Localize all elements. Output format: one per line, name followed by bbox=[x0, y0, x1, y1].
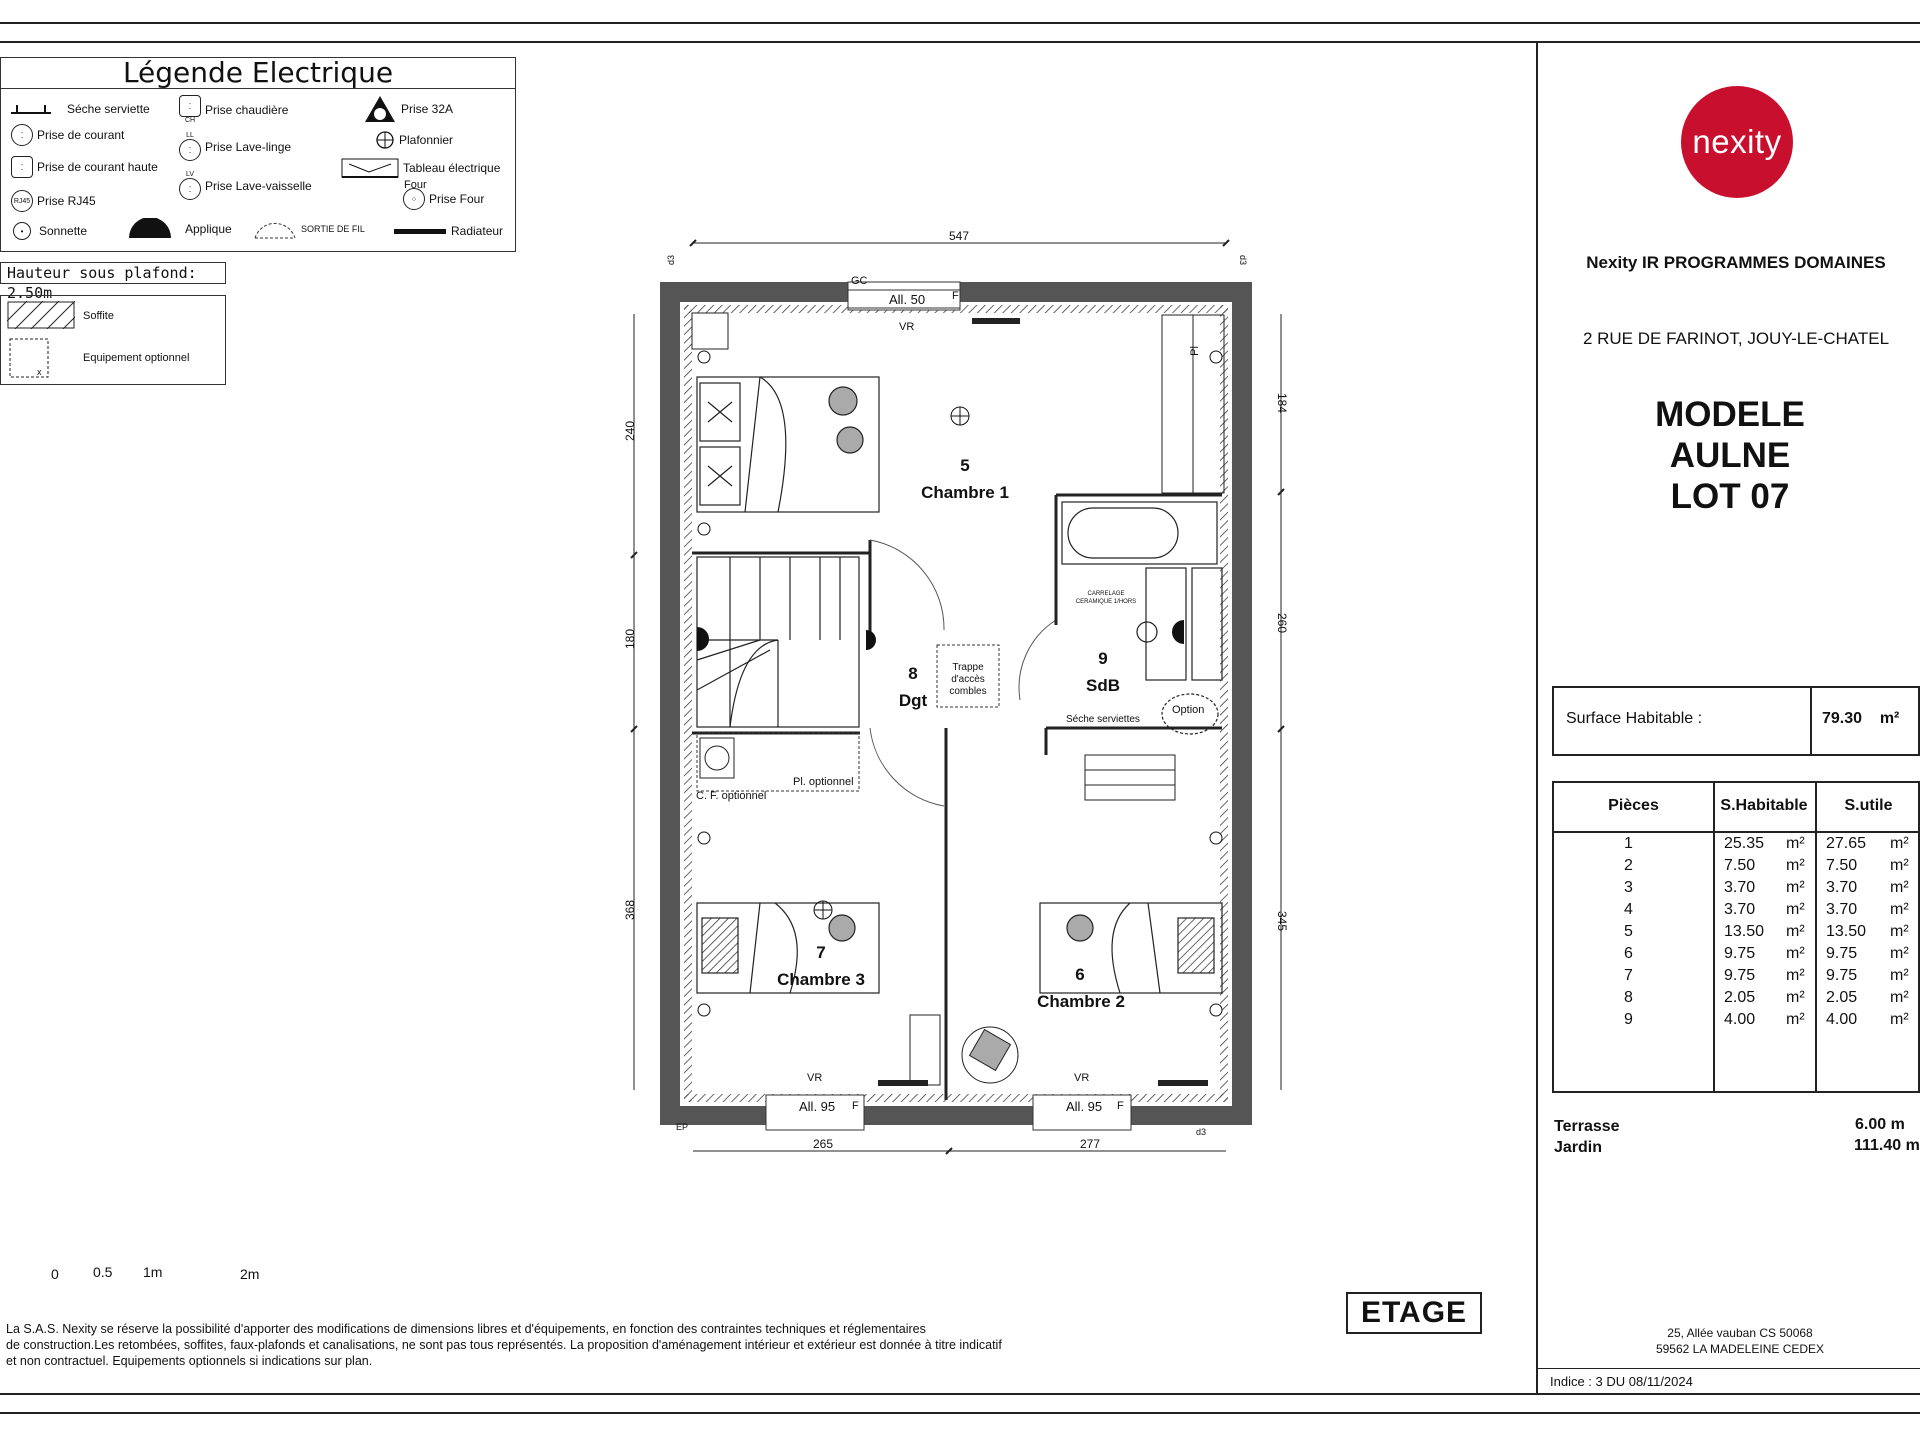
dim-left-lower: 368 bbox=[623, 899, 638, 921]
room-name-sdb: SdB bbox=[1086, 676, 1120, 695]
header-utile: S.utile bbox=[1844, 797, 1893, 814]
label-trappe: Trappe d'accès combles bbox=[949, 662, 987, 697]
table-row bbox=[1554, 879, 1918, 901]
habitable-cell: 9.75 bbox=[1724, 945, 1756, 962]
legend-label: Prise RJ45 bbox=[37, 194, 96, 208]
habitable-cell: 3.70 bbox=[1724, 901, 1756, 918]
label-all-bottom-left: All. 95 bbox=[799, 1099, 836, 1114]
unit-cell: m² bbox=[1890, 967, 1909, 984]
room-number-7: 7 bbox=[816, 943, 826, 962]
utile-cell: 4.00 bbox=[1826, 1011, 1858, 1028]
piece-cell: 2 bbox=[1624, 857, 1633, 874]
legend-label: Tableau électrique bbox=[403, 161, 501, 175]
piece-cell: 8 bbox=[1624, 989, 1633, 1006]
label-option: Option bbox=[1172, 704, 1205, 716]
label-vr-bottom-left: VR bbox=[807, 1072, 823, 1084]
utile-cell: 3.70 bbox=[1826, 879, 1858, 896]
label-d3-tl: d3 bbox=[666, 254, 677, 266]
dim-right-upper: 184 bbox=[1275, 392, 1290, 414]
floor-level-label: ETAGE bbox=[1346, 1292, 1482, 1334]
frame-bottom-line bbox=[0, 1393, 1920, 1395]
radiator-top bbox=[972, 318, 1020, 324]
legend-title: Légende Electrique bbox=[1, 58, 515, 89]
habitable-cell: 13.50 bbox=[1724, 923, 1765, 940]
legend-four-symbol: Four bbox=[404, 179, 427, 191]
table-row bbox=[1554, 967, 1918, 989]
revision-index: Indice : 3 DU 08/11/2024 bbox=[1550, 1374, 1693, 1389]
rj45-icon: RJ45 bbox=[11, 190, 33, 212]
habitable-cell: 7.50 bbox=[1724, 857, 1756, 874]
legend-label: Prise 32A bbox=[401, 102, 454, 116]
unit-cell: m² bbox=[1890, 945, 1909, 962]
unit-cell: m² bbox=[1890, 923, 1909, 940]
surface-habitable-box bbox=[1552, 686, 1920, 756]
piece-cell: 3 bbox=[1624, 879, 1633, 896]
room-name-chambre-3: Chambre 3 bbox=[777, 970, 865, 989]
label-gc: GC bbox=[851, 275, 868, 287]
scale-label-05: 0.5 bbox=[93, 1264, 113, 1280]
label-d3-tr: d3 bbox=[1238, 254, 1249, 266]
legend-label: Prise de courant bbox=[37, 128, 125, 142]
unit-cell: m² bbox=[1786, 857, 1805, 874]
nexity-logo: nexity bbox=[1681, 86, 1793, 198]
address-line: 25, Allée vauban CS 50068 bbox=[1667, 1326, 1813, 1340]
table-row bbox=[1554, 1011, 1918, 1033]
dim-left-upper: 240 bbox=[623, 420, 638, 442]
surface-separator bbox=[1810, 688, 1812, 754]
label-f-bottom-left: F bbox=[852, 1100, 859, 1112]
label-f-top: F bbox=[952, 290, 959, 302]
legend-label: Prise Lave-linge bbox=[205, 139, 292, 154]
piece-cell: 7 bbox=[1624, 967, 1633, 984]
disclaimer-line: La S.A.S. Nexity se réserve la possibilité d'apporter des modifications de dimensions libres et d'équipements, en fonction des contraintes techniques et réglementaires bbox=[6, 1322, 926, 1336]
model-label: MODELE bbox=[1655, 395, 1805, 434]
label-pl: Pl bbox=[1188, 346, 1201, 356]
piece-cell: 6 bbox=[1624, 945, 1633, 962]
unit-cell: m² bbox=[1786, 1011, 1805, 1028]
legend-label: Prise chaudière bbox=[205, 102, 289, 117]
room-number-5: 5 bbox=[960, 456, 970, 475]
utile-cell: 13.50 bbox=[1826, 923, 1867, 940]
habitable-cell: 9.75 bbox=[1724, 967, 1756, 984]
scale-label-0: 0 bbox=[51, 1266, 59, 1282]
legend-label: Sonnette bbox=[39, 224, 88, 238]
habitable-cell: 4.00 bbox=[1724, 1011, 1756, 1028]
legend-label: Séche serviette bbox=[67, 102, 150, 116]
lot-number: LOT 07 bbox=[1670, 477, 1790, 516]
table-row bbox=[1554, 901, 1918, 923]
outlet-icon: ⁚ bbox=[11, 124, 33, 146]
legend-label: SORTIE DE FIL bbox=[301, 224, 365, 234]
dim-bottom-left: 265 bbox=[813, 1137, 834, 1151]
room-number-6: 6 bbox=[1075, 965, 1085, 984]
label-ep: EP bbox=[676, 1122, 689, 1132]
legend-label: Radiateur bbox=[451, 224, 504, 238]
dim-top-width: 547 bbox=[949, 229, 970, 243]
unit-cell: m² bbox=[1786, 901, 1805, 918]
radiator-bottom-right bbox=[1158, 1080, 1208, 1086]
utile-cell: 2.05 bbox=[1826, 989, 1858, 1006]
label-d3-br: d3 bbox=[1196, 1127, 1207, 1137]
unit-cell: m² bbox=[1786, 923, 1805, 940]
header-sep bbox=[1554, 831, 1918, 833]
legend-label: Prise Lave-vaisselle bbox=[205, 178, 312, 193]
label-all-bottom-right: All. 95 bbox=[1066, 1099, 1103, 1114]
header-pieces: Pièces bbox=[1608, 797, 1659, 814]
unit-cell: m² bbox=[1890, 989, 1909, 1006]
table-row bbox=[1554, 989, 1918, 1011]
model-name: AULNE bbox=[1669, 436, 1791, 475]
rooms-table bbox=[1552, 781, 1920, 1093]
utile-cell: 9.75 bbox=[1826, 945, 1858, 962]
label-vr-bottom-right: VR bbox=[1074, 1072, 1090, 1084]
label-vr-top: VR bbox=[899, 321, 915, 333]
table-row bbox=[1554, 923, 1918, 945]
header-habitable: S.Habitable bbox=[1720, 797, 1808, 814]
utile-cell: 9.75 bbox=[1826, 967, 1858, 984]
legend-label: Prise de courant haute bbox=[37, 160, 158, 174]
jardin-value: 111.40 m bbox=[1854, 1137, 1920, 1154]
table-row bbox=[1554, 835, 1918, 857]
washer-outlet-icon: LL ⁚ bbox=[179, 132, 201, 161]
surface-label: Surface Habitable : bbox=[1566, 710, 1703, 727]
room-name-dgt: Dgt bbox=[898, 691, 928, 710]
room-number-8: 8 bbox=[908, 664, 918, 683]
table-row bbox=[1554, 857, 1918, 879]
habitable-cell: 25.35 bbox=[1724, 835, 1765, 852]
room-number-9: 9 bbox=[1098, 649, 1108, 668]
habitable-cell: 2.05 bbox=[1724, 989, 1756, 1006]
legend-label: Plafonnier bbox=[399, 133, 454, 147]
label-seche-serviettes: Séche serviettes bbox=[1066, 714, 1140, 725]
unit-cell: m² bbox=[1786, 945, 1805, 962]
disclaimer-line: et non contractuel. Equipements optionnels si indications sur plan. bbox=[6, 1354, 373, 1368]
label-carrelage: CARRELAGE CERAMIQUE 1/HORS bbox=[1075, 591, 1137, 605]
terrasse-value: 6.00 m bbox=[1855, 1116, 1905, 1133]
table-row bbox=[1554, 945, 1918, 967]
doorbell-icon: • bbox=[13, 222, 31, 240]
frame-bottom-line-2 bbox=[0, 1412, 1920, 1414]
address-line: 59562 LA MADELEINE CEDEX bbox=[1655, 1342, 1825, 1356]
scale-label-1m: 1m bbox=[143, 1264, 163, 1280]
unit-cell: m² bbox=[1890, 1011, 1909, 1028]
dishwasher-outlet-icon: LV ⁚ bbox=[179, 171, 201, 200]
piece-cell: 5 bbox=[1624, 923, 1633, 940]
unit-cell: m² bbox=[1890, 857, 1909, 874]
oven-outlet-icon: ⁘ bbox=[403, 188, 425, 210]
label-cf-optionnel: C. F. optionnel bbox=[696, 790, 767, 802]
room-name-chambre-1: Chambre 1 bbox=[921, 483, 1009, 502]
title-block-divider bbox=[1536, 41, 1538, 1393]
project-address: 2 RUE DE FARINOT, JOUY-LE-CHATEL bbox=[1582, 329, 1890, 348]
unit-cell: m² bbox=[1890, 901, 1909, 918]
utile-cell: 27.65 bbox=[1826, 835, 1867, 852]
dim-right-mid: 260 bbox=[1275, 612, 1290, 634]
optional-x-mark: x bbox=[37, 367, 42, 377]
optional-equipment-label: Equipement optionnel bbox=[83, 352, 190, 364]
dim-right-lower: 345 bbox=[1275, 910, 1290, 932]
piece-cell: 9 bbox=[1624, 1011, 1633, 1028]
unit-cell: m² bbox=[1786, 835, 1805, 852]
ceiling-height: Hauteur sous plafond: 2.50m bbox=[0, 262, 226, 284]
label-f-bottom-right: F bbox=[1117, 1100, 1124, 1112]
legend-label: Applique bbox=[185, 222, 232, 236]
disclaimer bbox=[6, 1321, 1096, 1369]
piece-cell: 4 bbox=[1624, 901, 1633, 918]
boiler-outlet-icon: ⁚ CH bbox=[179, 95, 201, 124]
unit-cell: m² bbox=[1786, 967, 1805, 984]
terrasse-label: Terrasse bbox=[1554, 1118, 1620, 1135]
unit-cell: m² bbox=[1890, 835, 1909, 852]
scale-label-2m: 2m bbox=[240, 1266, 260, 1282]
unit-cell: m² bbox=[1786, 879, 1805, 896]
disclaimer-line: de construction.Les retombées, soffites, faux-plafonds et canalisations, ne sont pas tous représentés. La proposition d'aménagement intérieur et extérieur est donnée à titre indicatif bbox=[6, 1338, 1002, 1352]
high-outlet-icon: ⁚ bbox=[11, 156, 33, 178]
dim-left-mid: 180 bbox=[623, 628, 638, 650]
surface-value: 79.30 m² bbox=[1822, 710, 1900, 727]
model-title bbox=[1590, 394, 1870, 517]
dim-bottom-right: 277 bbox=[1080, 1137, 1101, 1151]
company-name: Nexity IR PROGRAMMES DOMAINES bbox=[1586, 253, 1886, 272]
legend-label: Prise Four bbox=[429, 192, 485, 206]
indice-separator bbox=[1536, 1368, 1920, 1369]
unit-cell: m² bbox=[1786, 989, 1805, 1006]
label-all-top: All. 50 bbox=[889, 292, 926, 307]
habitable-cell: 3.70 bbox=[1724, 879, 1756, 896]
label-pl-optionnel: Pl. optionnel bbox=[793, 776, 854, 788]
soffite-label: Soffite bbox=[83, 310, 114, 322]
utile-cell: 7.50 bbox=[1826, 857, 1858, 874]
piece-cell: 1 bbox=[1624, 835, 1633, 852]
company-address bbox=[1640, 1325, 1840, 1357]
unit-cell: m² bbox=[1890, 879, 1909, 896]
room-name-chambre-2: Chambre 2 bbox=[1037, 992, 1125, 1011]
jardin-label: Jardin bbox=[1554, 1139, 1603, 1156]
utile-cell: 3.70 bbox=[1826, 901, 1858, 918]
